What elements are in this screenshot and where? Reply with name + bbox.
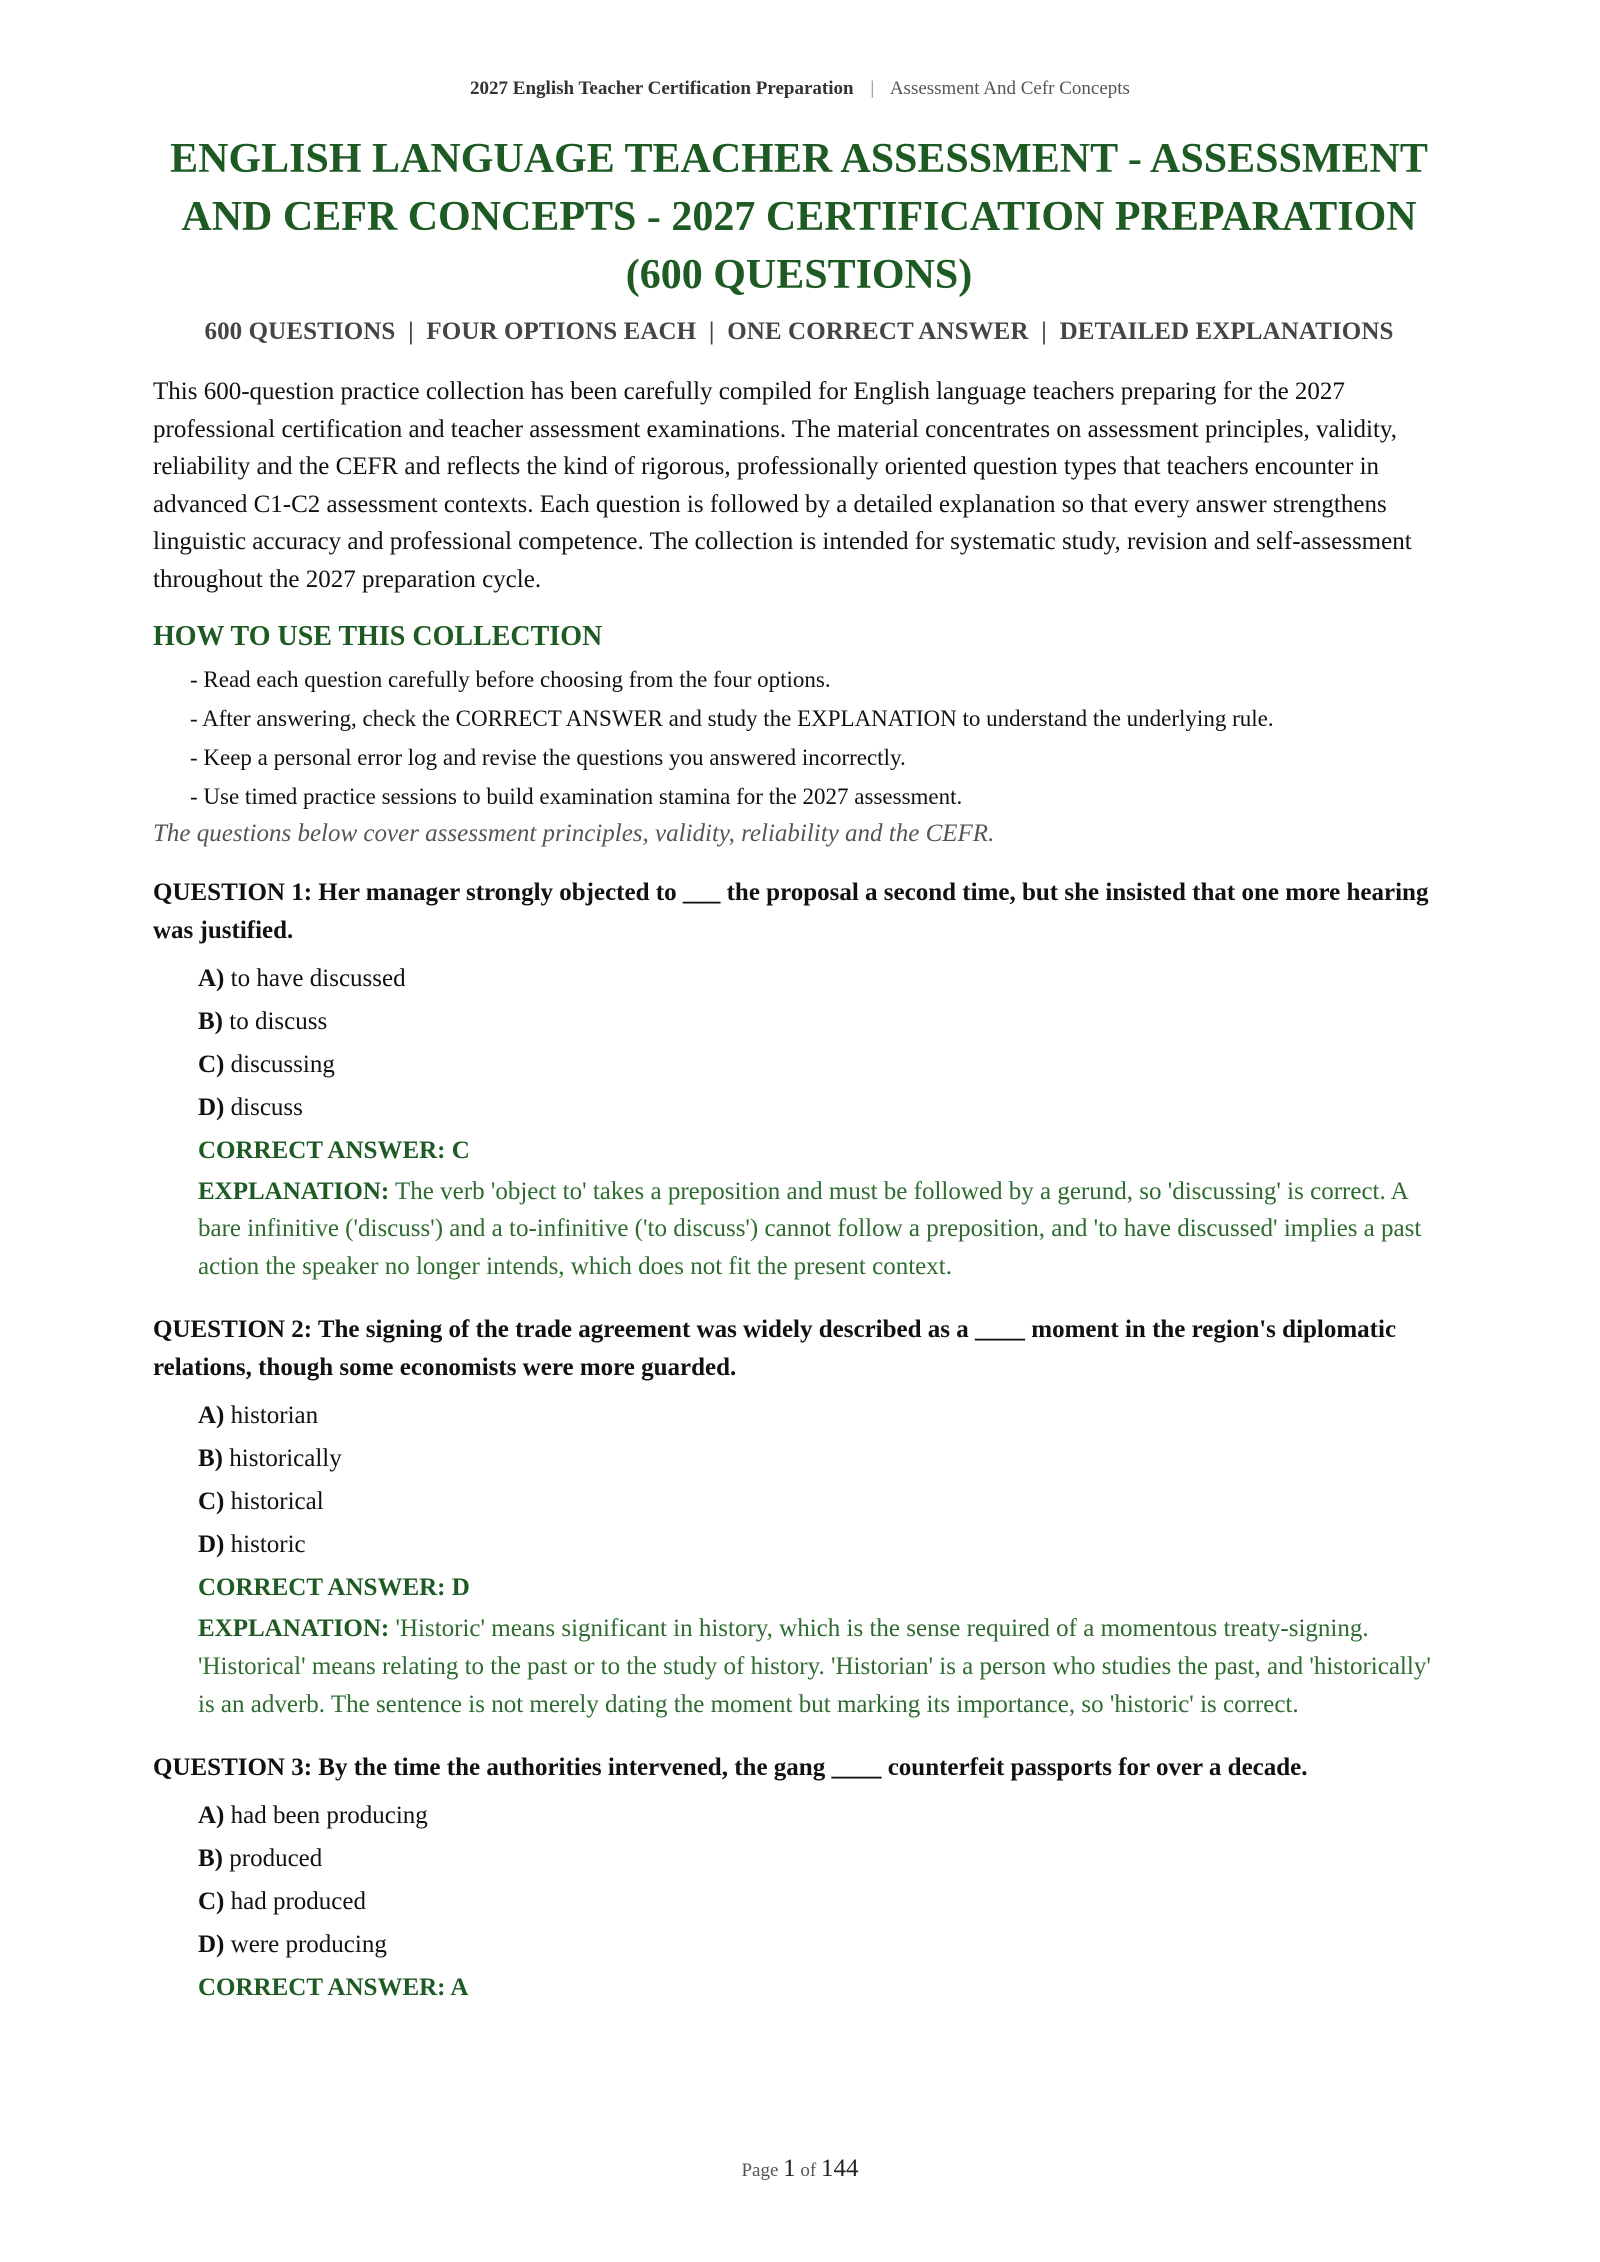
question-block	[153, 874, 1445, 1286]
option-text: historic	[230, 1531, 306, 1559]
option-text: historian	[230, 1402, 319, 1430]
question-stem: QUESTION 3: By the time the authorities intervened, the gang ____ counterfeit passports for over a decade.	[153, 1754, 1308, 1782]
option-item	[198, 1437, 1445, 1480]
header-section-title: Assessment And Cefr Concepts	[889, 78, 1130, 99]
intro-paragraph: This 600-question practice collection has been carefully compiled for English language teachers preparing for the 2027 professional certification and teacher assessment examinations. The material concentrates on assessment principles, validity, reliability and the CEFR and reflects the kind of rigorous, professionally oriented question types that teachers encounter in advanced C1-C2 assessment contexts. Each question is followed by a detailed explanation so that every answer strengthens linguistic accuracy and professional competence. The collection is intended for systematic study, revision and self-assessment throughout the 2027 preparation cycle.	[153, 378, 1412, 593]
instructions-list	[153, 662, 1445, 814]
question-block	[153, 1749, 1445, 2009]
option-text: to have discussed	[230, 964, 406, 992]
header-course-title: 2027 English Teacher Certification Preparation	[470, 78, 854, 99]
option-letter: B)	[198, 1445, 223, 1473]
page-label: Page	[741, 2160, 779, 2181]
option-letter: C)	[198, 1488, 225, 1516]
explanation-label: EXPLANATION:	[198, 1177, 390, 1205]
options-list	[153, 1794, 1445, 1966]
instruction-item: - Keep a personal error log and revise the questions you answered incorrectly.	[190, 744, 906, 770]
option-text: had produced	[230, 1888, 367, 1916]
header-separator: |	[870, 78, 875, 99]
option-item	[198, 1794, 1445, 1837]
option-item	[198, 1837, 1445, 1880]
page-content	[153, 130, 1445, 2009]
page-footer	[0, 2155, 1600, 2183]
option-item	[198, 1923, 1445, 1966]
option-letter: A)	[198, 1402, 225, 1430]
option-letter: D)	[198, 1093, 225, 1121]
option-item	[198, 1880, 1445, 1923]
options-list	[153, 957, 1445, 1129]
option-item	[198, 1000, 1445, 1043]
instruction-item: - Read each question carefully before choosing from the four options.	[190, 666, 831, 692]
option-letter: A)	[198, 964, 225, 992]
document-title: ENGLISH LANGUAGE TEACHER ASSESSMENT - ASSESSMENT AND CEFR CONCEPTS - 2027 CERTIFICATION PREPARATION (600 QUESTIONS)	[170, 136, 1428, 298]
explanation-text: The verb 'object to' takes a preposition and must be followed by a gerund, so 'discussing' is correct. A bare infinitive ('discuss') and a to-infinitive ('to discuss') cannot follow a preposition, and 'to have discussed' implies a past action the speaker no longer intends, which does not fit the present context.	[198, 1177, 1422, 1280]
page-of-label: of	[800, 2160, 817, 2181]
option-item	[198, 1394, 1445, 1437]
options-list	[153, 1394, 1445, 1566]
explanation	[153, 1173, 1445, 1286]
question-block	[153, 1311, 1445, 1723]
option-letter: A)	[198, 1802, 225, 1830]
explanation-label: EXPLANATION:	[198, 1615, 390, 1643]
option-text: historically	[229, 1445, 342, 1473]
option-letter: D)	[198, 1531, 225, 1559]
option-item	[198, 1523, 1445, 1566]
option-text: had been producing	[230, 1802, 428, 1830]
explanation-text: 'Historic' means significant in history, which is the sense required of a momentous treaty-signing. 'Historical' means relating to the past or to the study of history. 'Historian' is a person who studies the past, and 'historically' is an adverb. The sentence is not merely dating the moment but marking its importance, so 'historic' is correct.	[198, 1615, 1431, 1718]
option-item	[198, 1086, 1445, 1129]
option-letter: C)	[198, 1050, 225, 1078]
running-header	[0, 78, 1600, 100]
instruction-item: - After answering, check the CORRECT ANSWER and study the EXPLANATION to understand the underlying rule.	[190, 705, 1274, 731]
explanation	[153, 1610, 1445, 1723]
how-to-use-heading: HOW TO USE THIS COLLECTION	[153, 620, 603, 652]
correct-answer: CORRECT ANSWER: D	[198, 1574, 470, 1602]
question-stem: QUESTION 2: The signing of the trade agreement was widely described as a ____ moment in the region's diplomatic relations, though some economists were more guarded.	[153, 1316, 1397, 1382]
page-total: 144	[821, 2155, 859, 2182]
instruction-item: - Use timed practice sessions to build examination stamina for the 2027 assessment.	[190, 783, 963, 809]
option-text: historical	[230, 1488, 324, 1516]
option-item	[198, 1480, 1445, 1523]
question-stem: QUESTION 1: Her manager strongly objected to ___ the proposal a second time, but she insisted that one more hearing was justified.	[153, 878, 1429, 944]
option-item	[198, 957, 1445, 1000]
option-item	[198, 1043, 1445, 1086]
option-text: to discuss	[229, 1007, 328, 1035]
option-text: discuss	[230, 1093, 303, 1121]
coverage-note: The questions below cover assessment principles, validity, reliability and the CEFR.	[153, 819, 995, 847]
option-letter: C)	[198, 1888, 225, 1916]
page-number: 1	[783, 2155, 796, 2182]
option-letter: B)	[198, 1007, 223, 1035]
option-letter: D)	[198, 1931, 225, 1959]
option-text: discussing	[230, 1050, 335, 1078]
option-text: were producing	[230, 1931, 387, 1959]
correct-answer: CORRECT ANSWER: A	[198, 1974, 469, 2002]
correct-answer: CORRECT ANSWER: C	[198, 1136, 470, 1164]
option-text: produced	[229, 1845, 323, 1873]
option-letter: B)	[198, 1845, 223, 1873]
document-subtitle: 600 QUESTIONS | FOUR OPTIONS EACH | ONE CORRECT ANSWER | DETAILED EXPLANATIONS	[204, 318, 1394, 345]
